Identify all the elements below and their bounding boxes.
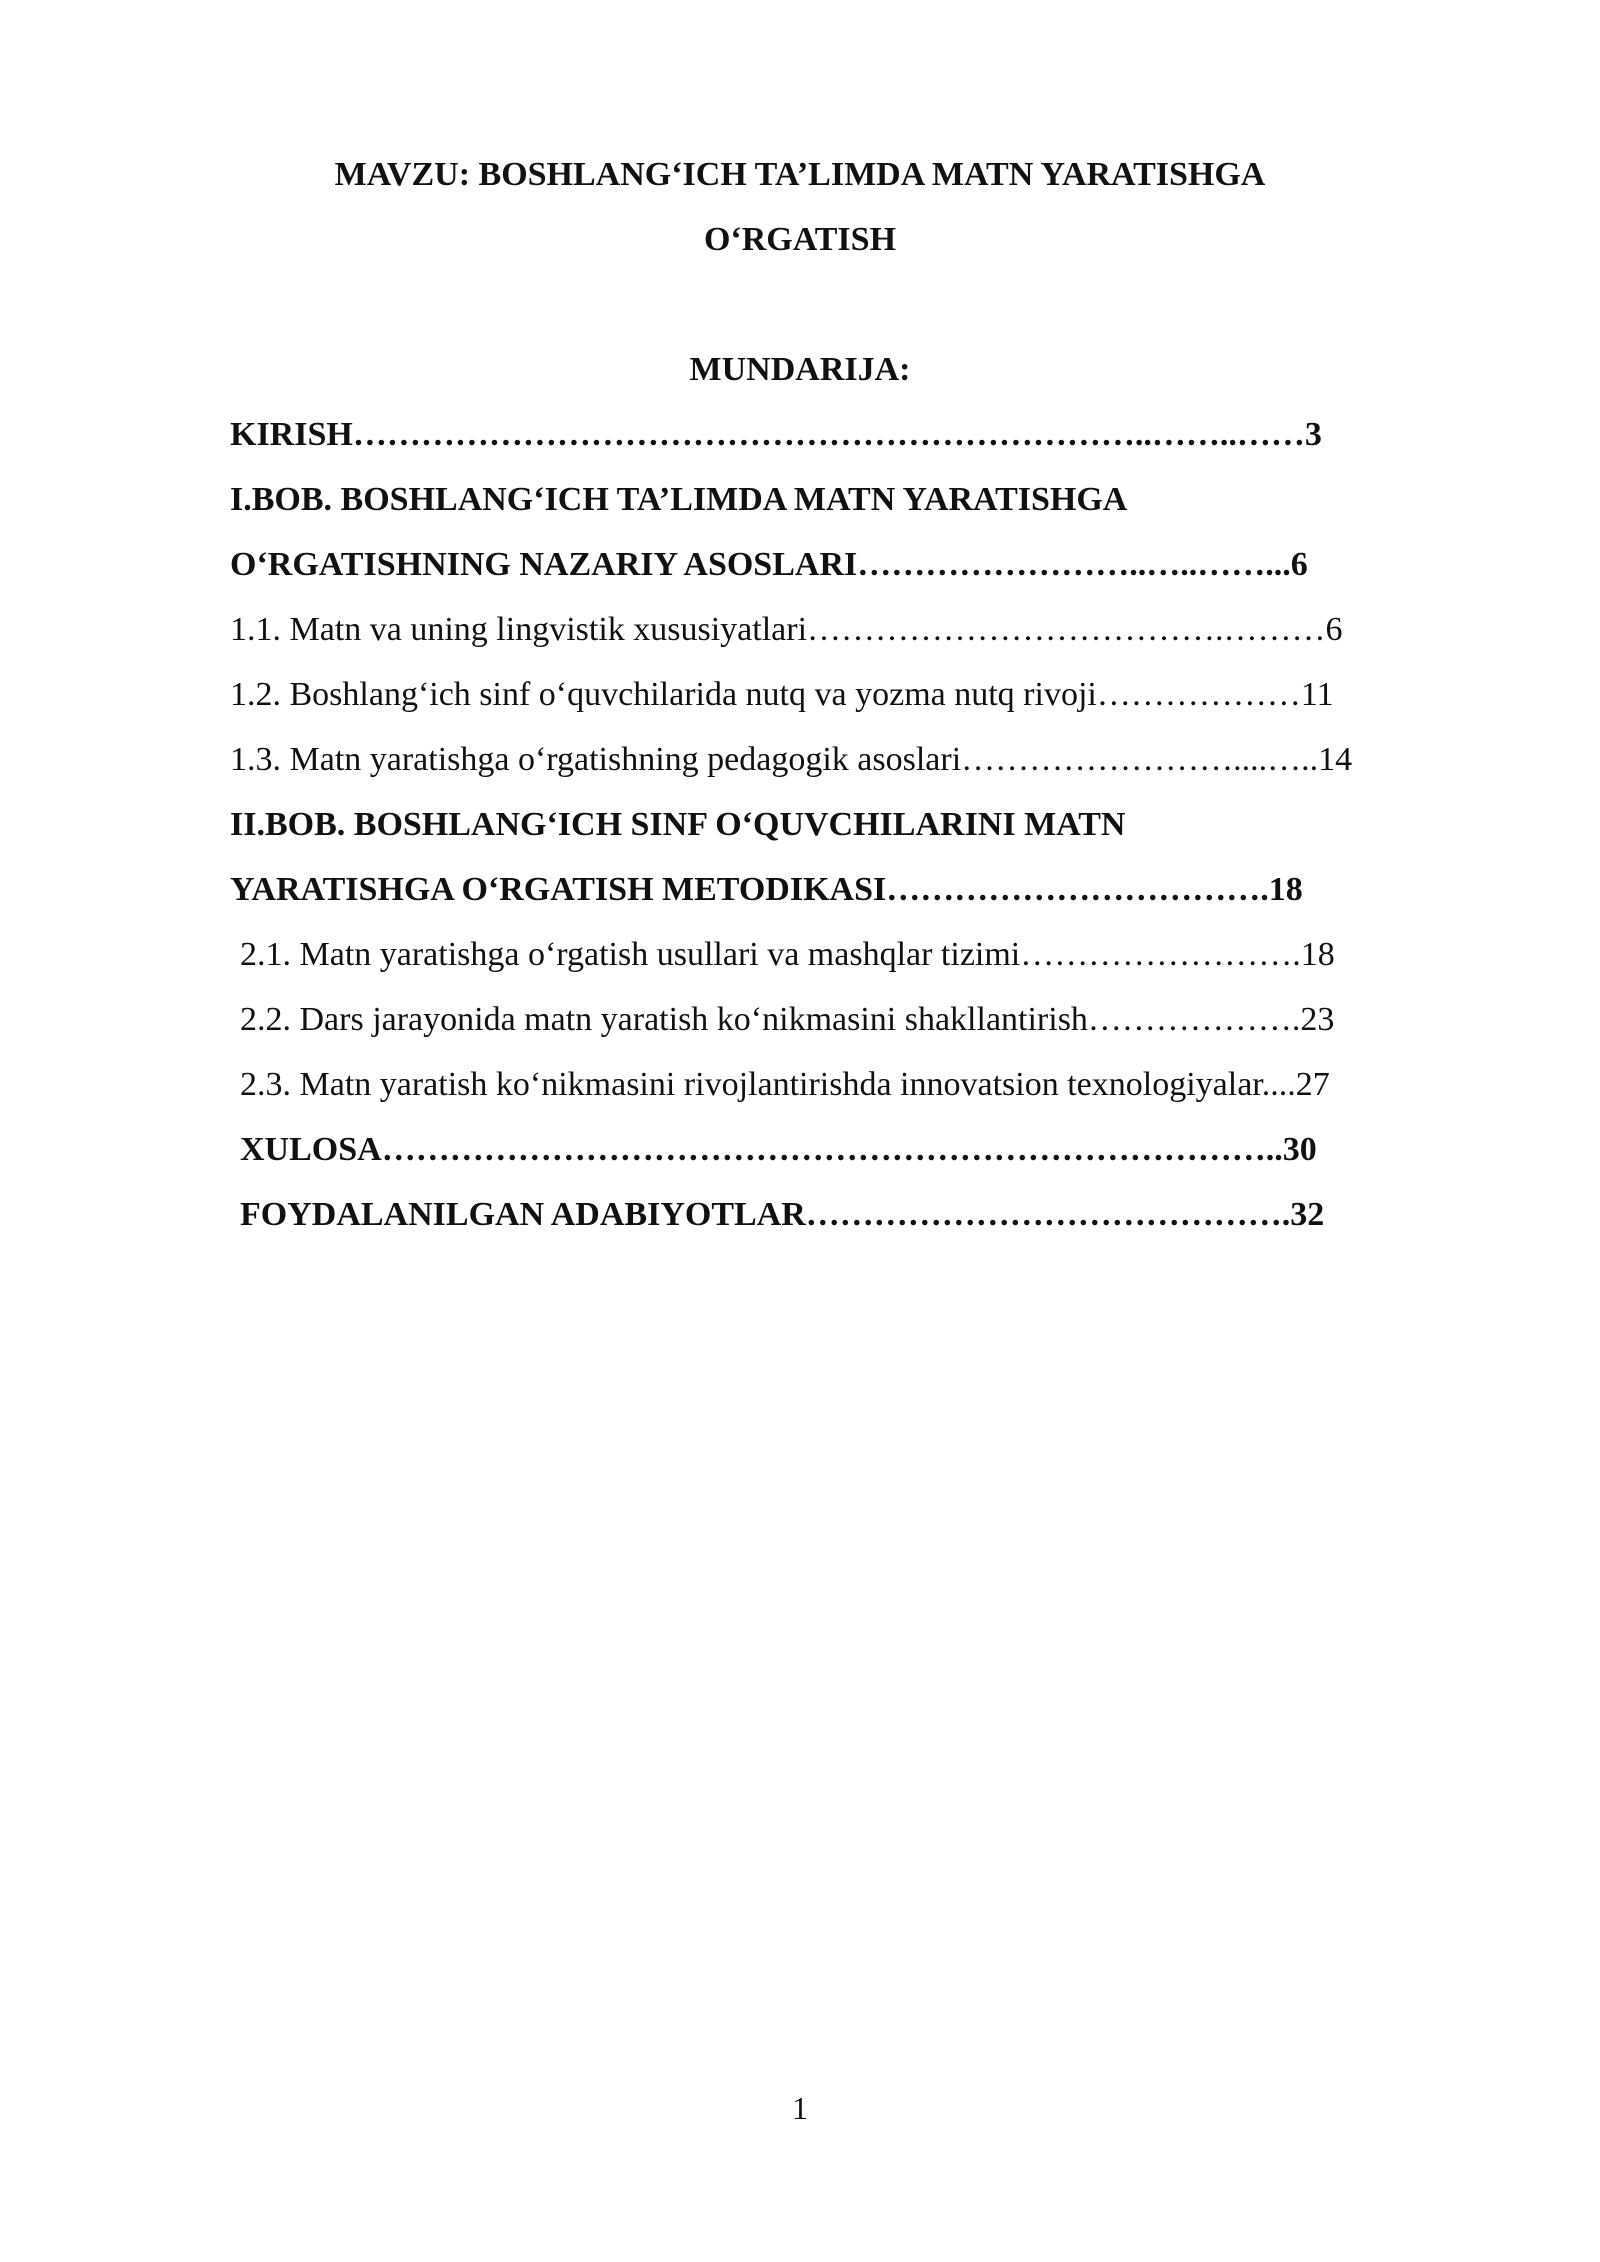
toc-entry-2-2: 2.2. Dars jarayonida matn yaratish ko‘nikmasini shakllantirish……………….23: [240, 1001, 1335, 1038]
toc-entry-chapter-2-line-2: YARATISHGA O‘RGATISH METODIKASI…………………………….18: [230, 871, 1303, 908]
toc-entry-xulosa: XULOSA……………………………………………………………………..30: [240, 1131, 1317, 1168]
toc-entry-chapter-1-line-2: O‘RGATISHNING NAZARIY ASOSLARI……………………..…..……...6: [230, 546, 1308, 583]
page-number: 1: [792, 2090, 808, 2126]
toc-entry-chapter-1-line-1: I.BOB. BOSHLANG‘ICH TA’LIMDA MATN YARATISHGA: [230, 481, 1128, 518]
document-title-line-2: O‘RGATISH: [703, 221, 897, 258]
toc-entry-1-3: 1.3. Matn yaratishga o‘rgatishning pedagogik asoslari……………………....…..14: [230, 741, 1353, 778]
toc-entry-2-3: 2.3. Matn yaratish ko‘nikmasini rivojlantirishda innovatsion texnologiyalar....27: [240, 1066, 1330, 1103]
toc-entry-references: FOYDALANILGAN ADABIYOTLAR…………………………………….32: [240, 1196, 1325, 1233]
toc-entry-1-2: 1.2. Boshlang‘ich sinf o‘quvchilarida nutq va yozma nutq rivoji………………11: [230, 676, 1334, 713]
toc-entry-2-1: 2.1. Matn yaratishga o‘rgatish usullari va mashqlar tizimi…………………….18: [240, 936, 1335, 973]
toc-entry-1-1: 1.1. Matn va uning lingvistik xususiyatlari……………………………….………6: [230, 611, 1343, 648]
document-title-line-1: MAVZU: BOSHLANG‘ICH TA’LIMDA MATN YARATISHGA: [334, 156, 1266, 193]
toc-heading: MUNDARIJA:: [689, 351, 911, 388]
toc-entry-kirish: KIRISH……………………………………………………………..……..……3: [230, 416, 1322, 453]
toc-entry-chapter-2-line-1: II.BOB. BOSHLANG‘ICH SINF O‘QUVCHILARINI MATN: [230, 806, 1126, 843]
